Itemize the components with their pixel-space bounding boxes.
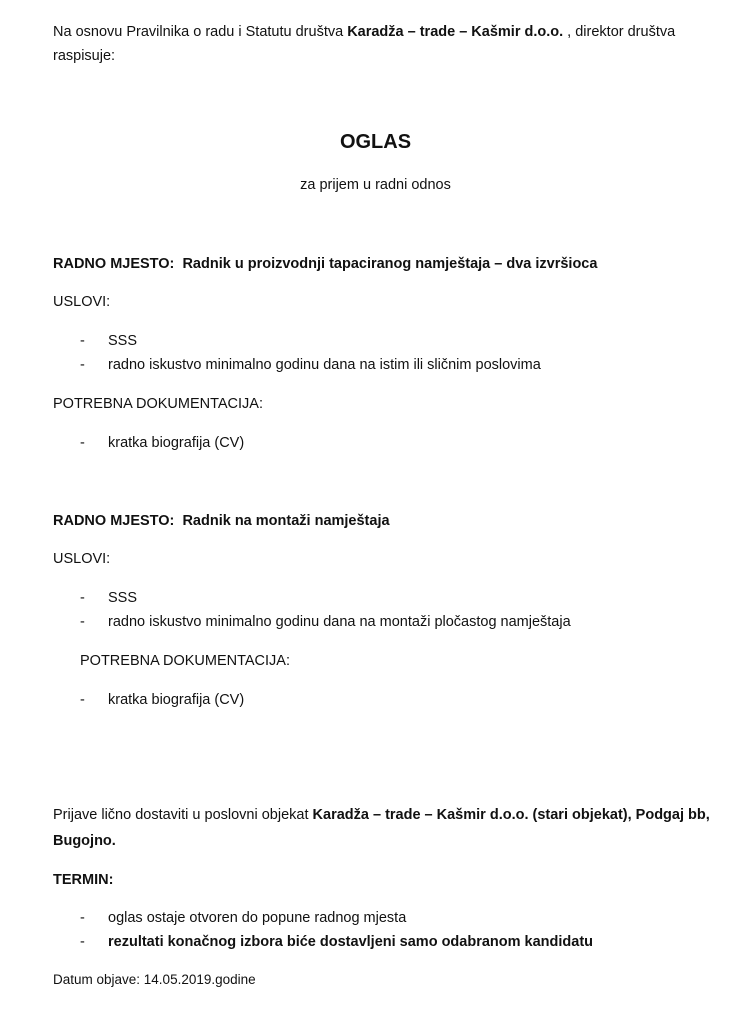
bullet-dash: - (80, 435, 85, 451)
position-label: RADNO MJESTO: (53, 256, 175, 272)
position-1-title (53, 254, 597, 274)
position-name: Radnik na montaži namještaja (182, 513, 390, 529)
intro-text: Na osnovu Pravilnika o radu i Statutu društva (53, 24, 348, 40)
document-subtitle: za prijem u radni odnos (300, 177, 451, 193)
position-1-doc-1: kratka biografija (CV) (108, 435, 245, 451)
term-item-2: rezultati konačnog izbora biće dostavljeni samo odabranom kandidatu (108, 934, 594, 950)
term-label: TERMIN: (53, 872, 114, 888)
position-name: Radnik u proizvodnji tapaciranog namještaja – dva izvršioca (182, 256, 598, 272)
intro-text-post: , direktor društva (563, 24, 676, 40)
position-1-condition-1: SSS (108, 333, 138, 349)
bullet-dash: - (80, 333, 85, 349)
intro-line-2: raspisuje: (53, 48, 116, 64)
position-2-title (53, 511, 390, 531)
position-1-docs-label: POTREBNA DOKUMENTACIJA: (53, 396, 264, 412)
bullet-dash: - (80, 357, 85, 373)
position-1-condition-2: radno iskustvo minimalno godinu dana na istim ili sličnim poslovima (108, 357, 541, 373)
position-label: RADNO MJESTO: (53, 513, 175, 529)
term-item-1: oglas ostaje otvoren do popune radnog mjesta (108, 910, 407, 926)
position-1-conditions-label: USLOVI: (53, 294, 111, 310)
application-address: Karadža – trade – Kašmir d.o.o. (stari objekat), Podgaj bb, (312, 807, 710, 823)
bullet-dash: - (80, 910, 85, 926)
publication-date: Datum objave: 14.05.2019.godine (53, 972, 256, 987)
intro-line-1 (53, 22, 675, 42)
position-2-docs-label: POTREBNA DOKUMENTACIJA: (80, 653, 291, 669)
position-2-doc-1: kratka biografija (CV) (108, 692, 245, 708)
position-2-condition-2: radno iskustvo minimalno godinu dana na montaži pločastog namještaja (108, 614, 571, 630)
position-2-conditions-label: USLOVI: (53, 551, 111, 567)
bullet-dash: - (80, 614, 85, 630)
company-name: Karadža – trade – Kašmir d.o.o. (347, 24, 564, 40)
bullet-dash: - (80, 590, 85, 606)
application-text: Prijave lično dostaviti u poslovni objekat (53, 807, 313, 823)
document-title: OGLAS (339, 131, 412, 153)
bullet-dash: - (80, 692, 85, 708)
application-line-1 (53, 805, 710, 825)
position-2-condition-1: SSS (108, 590, 138, 606)
application-line-2: Bugojno. (53, 833, 116, 849)
bullet-dash: - (80, 934, 85, 950)
